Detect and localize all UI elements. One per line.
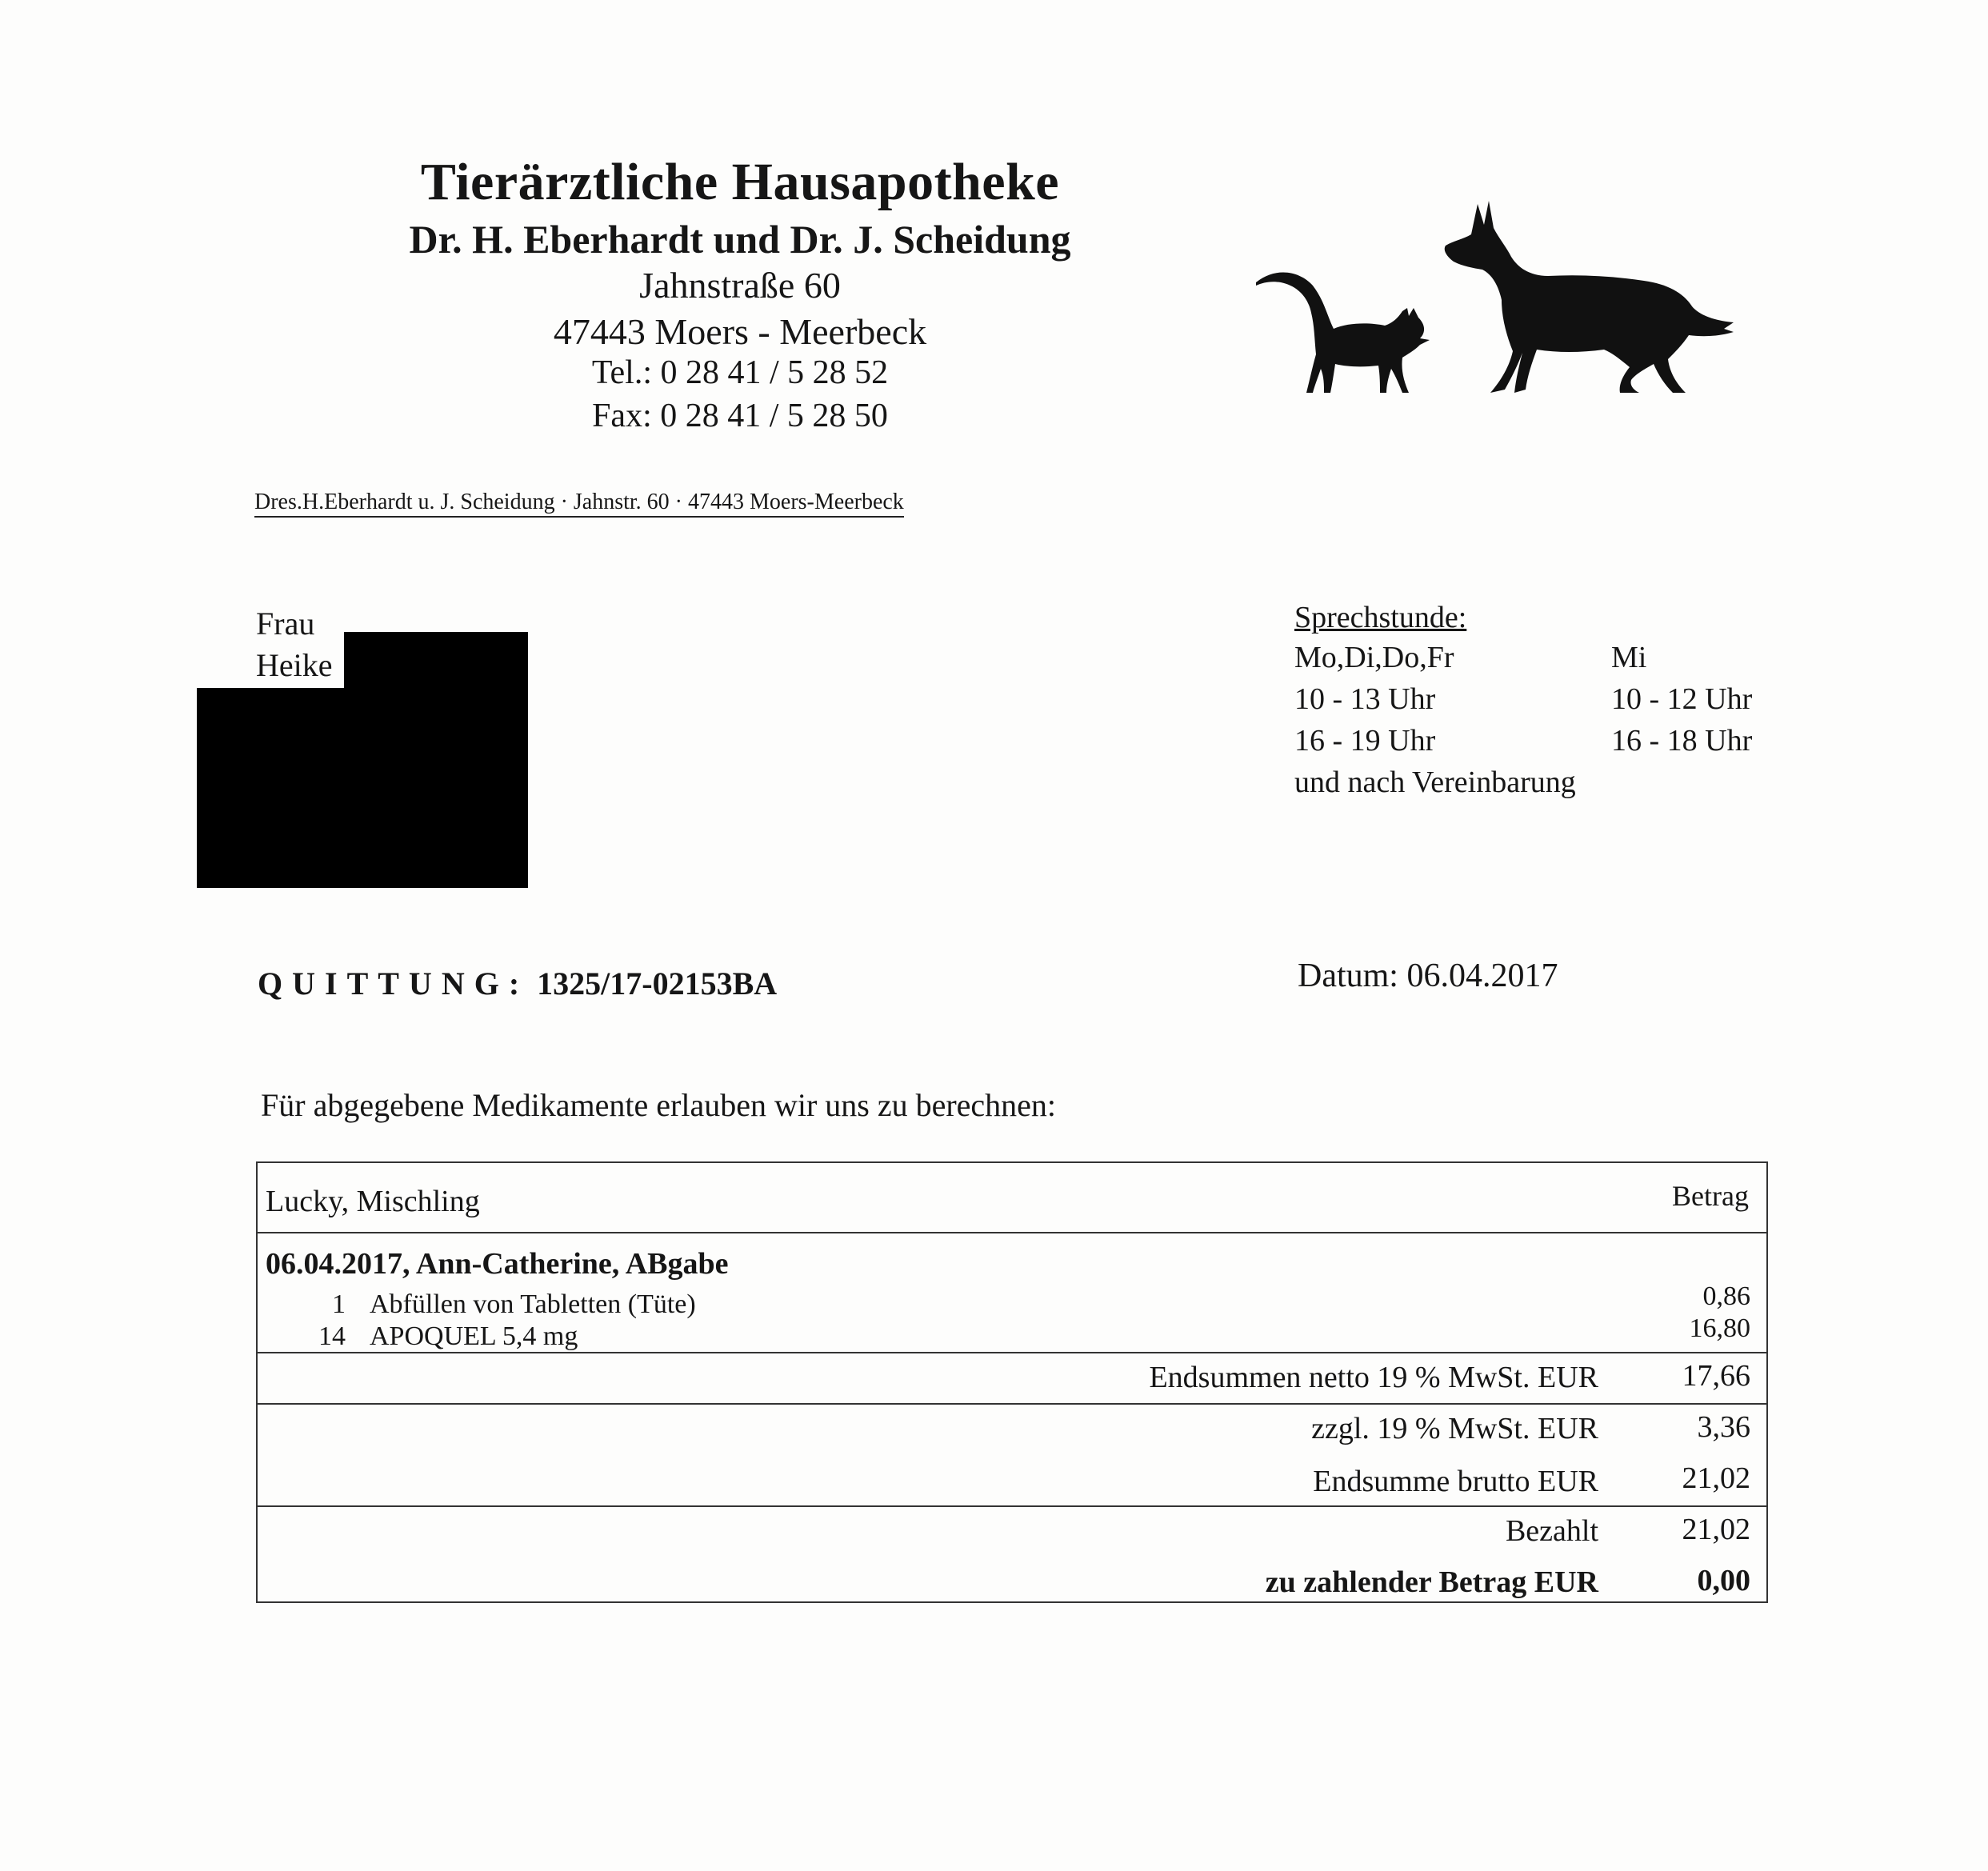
item-amount: 16,80 (1689, 1313, 1750, 1343)
receipt-number (258, 965, 777, 1002)
net-total-value: 17,66 (1682, 1359, 1750, 1393)
office-hours-afternoon-wed: 16 - 18 Uhr (1611, 724, 1753, 758)
amount-due-label: zu zahlender Betrag EUR (1265, 1565, 1598, 1599)
recipient-first-name: Heike (256, 647, 333, 683)
item-description: APOQUEL 5,4 mg (370, 1321, 578, 1351)
vat-label: zzgl. 19 % MwSt. EUR (1311, 1412, 1598, 1445)
vat-value: 3,36 (1697, 1410, 1750, 1444)
recipient-salutation: Frau (256, 606, 315, 642)
net-total-label: Endsummen netto 19 % MwSt. EUR (1149, 1361, 1598, 1394)
cat-and-dog-logo-icon (1244, 188, 1740, 404)
gross-total-value: 21,02 (1682, 1461, 1750, 1495)
practice-name: Tierärztliche Hausapotheke (420, 153, 1060, 211)
table-divider (258, 1232, 1766, 1233)
cat-silhouette-icon (1256, 273, 1430, 393)
paid-label: Bezahlt (1505, 1514, 1598, 1548)
receipt-label: QUITTUNG: (258, 965, 530, 1001)
office-hours-note: und nach Vereinbarung (1294, 766, 1576, 799)
table-divider (258, 1505, 1766, 1507)
doctors-names: Dr. H. Eberhardt und Dr. J. Scheidung (409, 217, 1071, 262)
patient-name: Lucky, Mischling (266, 1185, 480, 1218)
gross-total-label: Endsumme brutto EUR (1313, 1465, 1598, 1498)
city-address: 47443 Moers - Meerbeck (553, 311, 927, 352)
office-hours-days: Mo,Di,Do,Fr (1294, 641, 1454, 674)
table-divider (258, 1403, 1766, 1405)
visit-line: 06.04.2017, Ann-Catherine, ABgabe (266, 1247, 729, 1281)
street-address: Jahnstraße 60 (639, 265, 841, 306)
table-divider (258, 1352, 1766, 1353)
amount-header: Betrag (1672, 1180, 1749, 1212)
office-hours-morning: 10 - 13 Uhr (1294, 682, 1436, 716)
item-description: Abfüllen von Tabletten (Tüte) (370, 1289, 696, 1319)
return-address: Dres.H.Eberhardt u. J. Scheidung · Jahnstr. 60 · 47443 Moers-Meerbeck (254, 490, 904, 518)
office-hours-title: Sprechstunde: (1294, 601, 1467, 634)
office-hours-morning-wed: 10 - 12 Uhr (1611, 682, 1753, 716)
phone-number: Tel.: 0 28 41 / 5 28 52 (591, 354, 889, 391)
item-quantity: 14 (318, 1321, 346, 1351)
paid-value: 21,02 (1682, 1513, 1750, 1546)
receipt-date: Datum: 06.04.2017 (1298, 957, 1558, 994)
office-hours-afternoon: 16 - 19 Uhr (1294, 724, 1436, 758)
invoice-table (256, 1161, 1768, 1603)
item-amount: 0,86 (1702, 1281, 1750, 1311)
intro-text: Für abgegebene Medikamente erlauben wir uns zu berechnen: (261, 1087, 1057, 1123)
item-quantity: 1 (332, 1289, 346, 1319)
amount-due-value: 0,00 (1697, 1564, 1750, 1597)
fax-number: Fax: 0 28 41 / 5 28 50 (592, 398, 888, 434)
dog-silhouette-icon (1445, 201, 1734, 393)
redaction-block (197, 688, 528, 888)
receipt-number-value: 1325/17-02153BA (537, 965, 778, 1001)
office-hours-days-wed: Mi (1611, 641, 1647, 674)
